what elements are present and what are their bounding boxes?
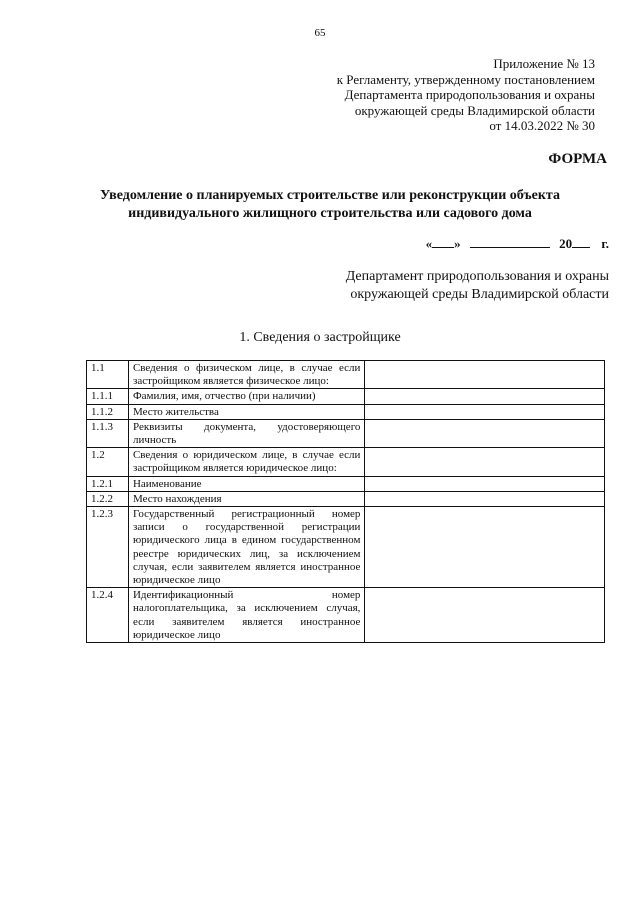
- row-number: 1.1: [87, 361, 129, 389]
- row-value-field[interactable]: [365, 361, 605, 389]
- row-label: Фамилия, имя, отчество (при наличии): [128, 389, 364, 404]
- date-line: [426, 236, 609, 252]
- row-number: 1.2.2: [87, 491, 129, 506]
- row-value-field[interactable]: [365, 419, 605, 447]
- appendix-line: окружающей среды Владимирской области: [354, 102, 595, 118]
- row-number: 1.2.3: [87, 507, 129, 588]
- developer-info-table: [86, 360, 605, 643]
- department-line: Департамент природопользования и охраны: [345, 269, 609, 284]
- row-label: Место нахождения: [128, 491, 364, 506]
- row-label: Сведения о юридическом лице, в случае если застройщиком является юридическое лицо:: [128, 448, 364, 476]
- date-close-quote: »: [454, 236, 461, 251]
- row-value-field[interactable]: [365, 507, 605, 588]
- row-label: Место жительства: [128, 404, 364, 419]
- title-line: индивидуального жилищного строительства или садового дома: [128, 206, 532, 221]
- row-number: 1.1.1: [87, 389, 129, 404]
- row-value-field[interactable]: [365, 476, 605, 491]
- row-label: Реквизиты документа, удостоверяющего личность: [128, 419, 364, 447]
- row-label: Государственный регистрационный номер записи о государственной регистрации юридического лица в едином государственном реестре юридических лиц, за исключением случая, если заявителем является иностранное юридическое лицо: [128, 507, 364, 588]
- title-line: Уведомление о планируемых строительстве или реконструкции объекта: [100, 188, 560, 203]
- row-label: Идентификационный номер налогоплательщика, за исключением случая, если заявителем является иностранное юридическое лицо: [128, 588, 364, 643]
- year-prefix: 20: [559, 236, 573, 251]
- row-number: 1.2.1: [87, 476, 129, 491]
- row-value-field[interactable]: [365, 588, 605, 643]
- appendix-header: [265, 56, 595, 134]
- page-number: 65: [314, 27, 326, 39]
- section-title: 1. Сведения о застройщике: [239, 330, 401, 345]
- table-row: [87, 588, 605, 643]
- table-row: [87, 491, 605, 506]
- addressee-department: [309, 268, 609, 304]
- row-value-field[interactable]: [365, 404, 605, 419]
- row-number: 1.1.2: [87, 404, 129, 419]
- table-row: [87, 476, 605, 491]
- table-row: [87, 419, 605, 447]
- row-value-field[interactable]: [365, 448, 605, 476]
- row-number: 1.2: [87, 448, 129, 476]
- appendix-line: Приложение № 13: [493, 56, 595, 71]
- row-label: Сведения о физическом лице, в случае если застройщиком является физическое лицо:: [128, 361, 364, 389]
- row-number: 1.2.4: [87, 588, 129, 643]
- appendix-line: Департамента природопользования и охраны: [344, 87, 595, 102]
- table-row: [87, 361, 605, 389]
- table-row: [87, 404, 605, 419]
- month-field[interactable]: [470, 236, 550, 248]
- table-row: [87, 448, 605, 476]
- appendix-line: от 14.03.2022 № 30: [489, 118, 595, 133]
- appendix-line: к Регламенту, утвержденному постановлением: [336, 71, 595, 87]
- date-open-quote: «: [425, 236, 433, 251]
- row-number: 1.1.3: [87, 419, 129, 447]
- year-suffix: г.: [601, 236, 609, 251]
- row-value-field[interactable]: [365, 389, 605, 404]
- row-label: Наименование: [128, 476, 364, 491]
- row-value-field[interactable]: [365, 491, 605, 506]
- table-row: [87, 389, 605, 404]
- day-field[interactable]: [432, 236, 454, 248]
- form-label: ФОРМА: [548, 151, 607, 167]
- document-title: [60, 187, 600, 223]
- year-field[interactable]: [572, 236, 590, 248]
- table-row: [87, 507, 605, 588]
- department-line: окружающей среды Владимирской области: [350, 287, 609, 302]
